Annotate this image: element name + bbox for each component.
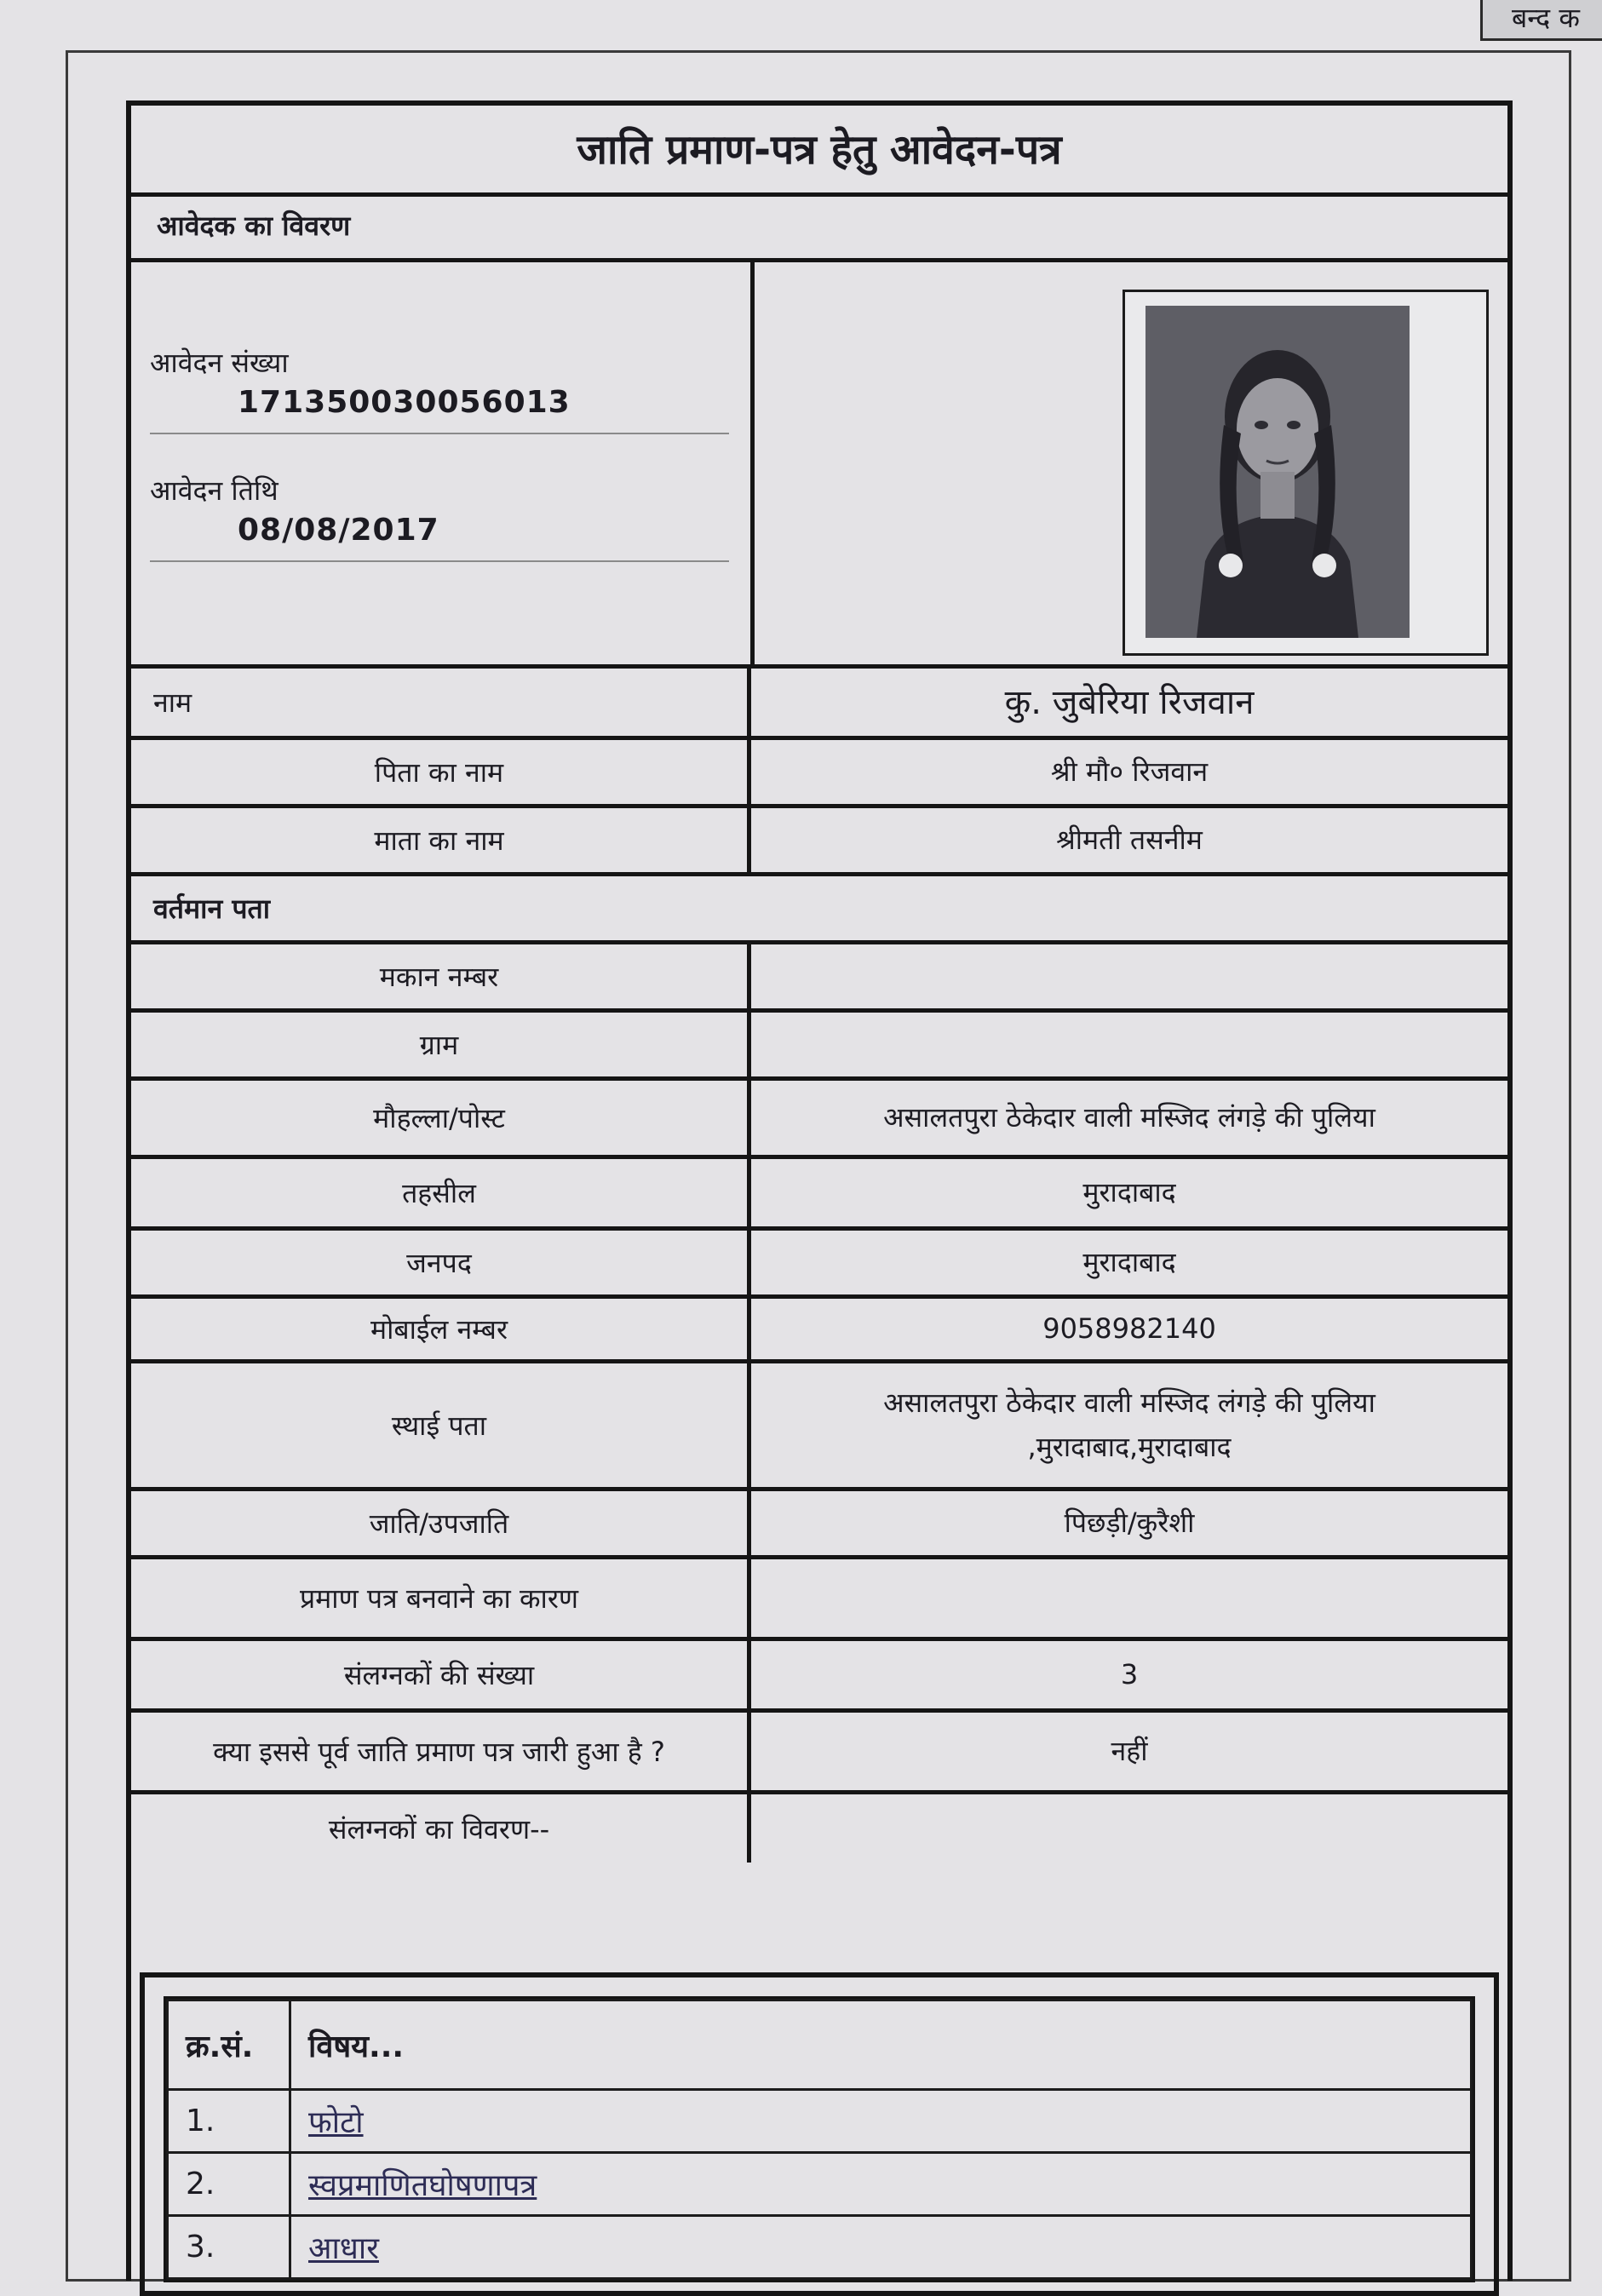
table-row bbox=[131, 1363, 1507, 1491]
row-label: संलग्नकों का विवरण-- bbox=[131, 1794, 751, 1863]
attachment-cell bbox=[290, 2153, 1472, 2216]
row-value bbox=[751, 1794, 1507, 1863]
application-date: 08/08/2017 bbox=[238, 513, 439, 548]
application-info bbox=[131, 262, 755, 664]
row-value: 9058982140 bbox=[1042, 1312, 1216, 1345]
attachment-sno: 1. bbox=[168, 2090, 290, 2153]
attachments-header-row bbox=[168, 2000, 1472, 2090]
table-row bbox=[131, 1559, 1507, 1641]
table-row bbox=[131, 876, 1507, 944]
application-number-label: आवेदन संख्या bbox=[150, 347, 289, 379]
row-label: तहसील bbox=[131, 1159, 751, 1226]
table-row bbox=[131, 1159, 1507, 1231]
row-label: मौहल्ला/पोस्ट bbox=[131, 1081, 751, 1155]
section-applicant-details: आवेदक का विवरण bbox=[131, 192, 1507, 262]
table-row bbox=[131, 1794, 1507, 1863]
application-number: 171350030056013 bbox=[238, 385, 571, 420]
application-summary bbox=[131, 262, 1507, 669]
divider bbox=[150, 433, 729, 434]
row-label: क्या इससे पूर्व जाति प्रमाण पत्र जारी हुआ है ? bbox=[131, 1713, 751, 1790]
table-row bbox=[168, 2090, 1472, 2153]
attachments-table-wrapper bbox=[164, 1996, 1475, 2282]
table-row bbox=[131, 1231, 1507, 1299]
application-form bbox=[126, 100, 1513, 2281]
column-header-subject: विषय... bbox=[290, 2000, 1472, 2090]
table-row bbox=[131, 669, 1507, 740]
attachment-link-photo[interactable]: फोटो bbox=[308, 2105, 364, 2140]
table-row bbox=[131, 1299, 1507, 1363]
section-present-address: वर्तमान पता bbox=[153, 893, 271, 925]
row-value: पिछड़ी/कुरैशी bbox=[1064, 1506, 1195, 1539]
row-value: 3 bbox=[1120, 1657, 1139, 1690]
table-row bbox=[168, 2153, 1472, 2216]
row-value: असालतपुरा ठेकेदार वाली मस्जिद लंगड़े की पुलिया bbox=[883, 1100, 1375, 1134]
row-label: माता का नाम bbox=[131, 808, 751, 872]
table-row bbox=[168, 2216, 1472, 2279]
row-value: श्री मौ० रिजवान bbox=[1050, 755, 1209, 788]
attachments-table bbox=[166, 1999, 1473, 2280]
attachment-cell bbox=[290, 2090, 1472, 2153]
row-label: मोबाईल नम्बर bbox=[131, 1299, 751, 1359]
attachments-box bbox=[140, 1972, 1499, 2296]
table-row bbox=[131, 1013, 1507, 1081]
attachment-sno: 2. bbox=[168, 2153, 290, 2216]
application-date-label: आवेदन तिथि bbox=[150, 474, 278, 507]
column-header-sno: क्र.सं. bbox=[168, 2000, 290, 2090]
row-value: मुरादाबाद bbox=[1082, 1175, 1176, 1208]
person-portrait-icon bbox=[1146, 306, 1410, 638]
applicant-photo-frame bbox=[1123, 290, 1489, 656]
row-label: मकान नम्बर bbox=[131, 944, 751, 1008]
attachment-cell bbox=[290, 2216, 1472, 2279]
row-value: मुरादाबाद bbox=[1082, 1245, 1176, 1278]
applicant-photo bbox=[1146, 306, 1410, 638]
attachment-link-self-declaration[interactable]: स्वप्रमाणितघोषणापत्र bbox=[308, 2168, 537, 2203]
form-title: जाति प्रमाण-पत्र हेतु आवेदन-पत्र bbox=[131, 106, 1507, 197]
row-label: संलग्नकों की संख्या bbox=[131, 1641, 751, 1708]
row-label: जनपद bbox=[131, 1231, 751, 1294]
row-label: पिता का नाम bbox=[131, 740, 751, 804]
table-row bbox=[131, 1713, 1507, 1794]
row-value bbox=[751, 944, 1507, 1008]
row-value: कु. जुबेरिया रिजवान bbox=[1004, 682, 1255, 722]
table-row bbox=[131, 944, 1507, 1013]
row-value: असालतपुरा ठेकेदार वाली मस्जिद लंगड़े की पुलिया ,मुरादाबाद,मुरादाबाद bbox=[883, 1386, 1375, 1463]
table-row bbox=[131, 740, 1507, 808]
table-row bbox=[131, 1641, 1507, 1713]
row-label: स्थाई पता bbox=[131, 1363, 751, 1487]
row-label: जाति/उपजाति bbox=[131, 1491, 751, 1555]
row-label: प्रमाण पत्र बनवाने का कारण bbox=[131, 1559, 751, 1637]
row-label: नाम bbox=[131, 669, 751, 736]
table-row bbox=[131, 1081, 1507, 1159]
table-row bbox=[131, 808, 1507, 876]
row-value: नहीं bbox=[1111, 1734, 1148, 1767]
row-value: श्रीमती तसनीम bbox=[1056, 823, 1203, 856]
row-value bbox=[751, 1559, 1507, 1637]
table-row bbox=[131, 1491, 1507, 1559]
row-value bbox=[751, 1013, 1507, 1076]
attachment-sno: 3. bbox=[168, 2216, 290, 2279]
details-table bbox=[131, 669, 1507, 1863]
close-button[interactable]: बन्द क bbox=[1480, 0, 1602, 41]
attachment-link-aadhaar[interactable]: आधार bbox=[308, 2231, 379, 2266]
row-label: ग्राम bbox=[131, 1013, 751, 1076]
divider bbox=[150, 560, 729, 562]
